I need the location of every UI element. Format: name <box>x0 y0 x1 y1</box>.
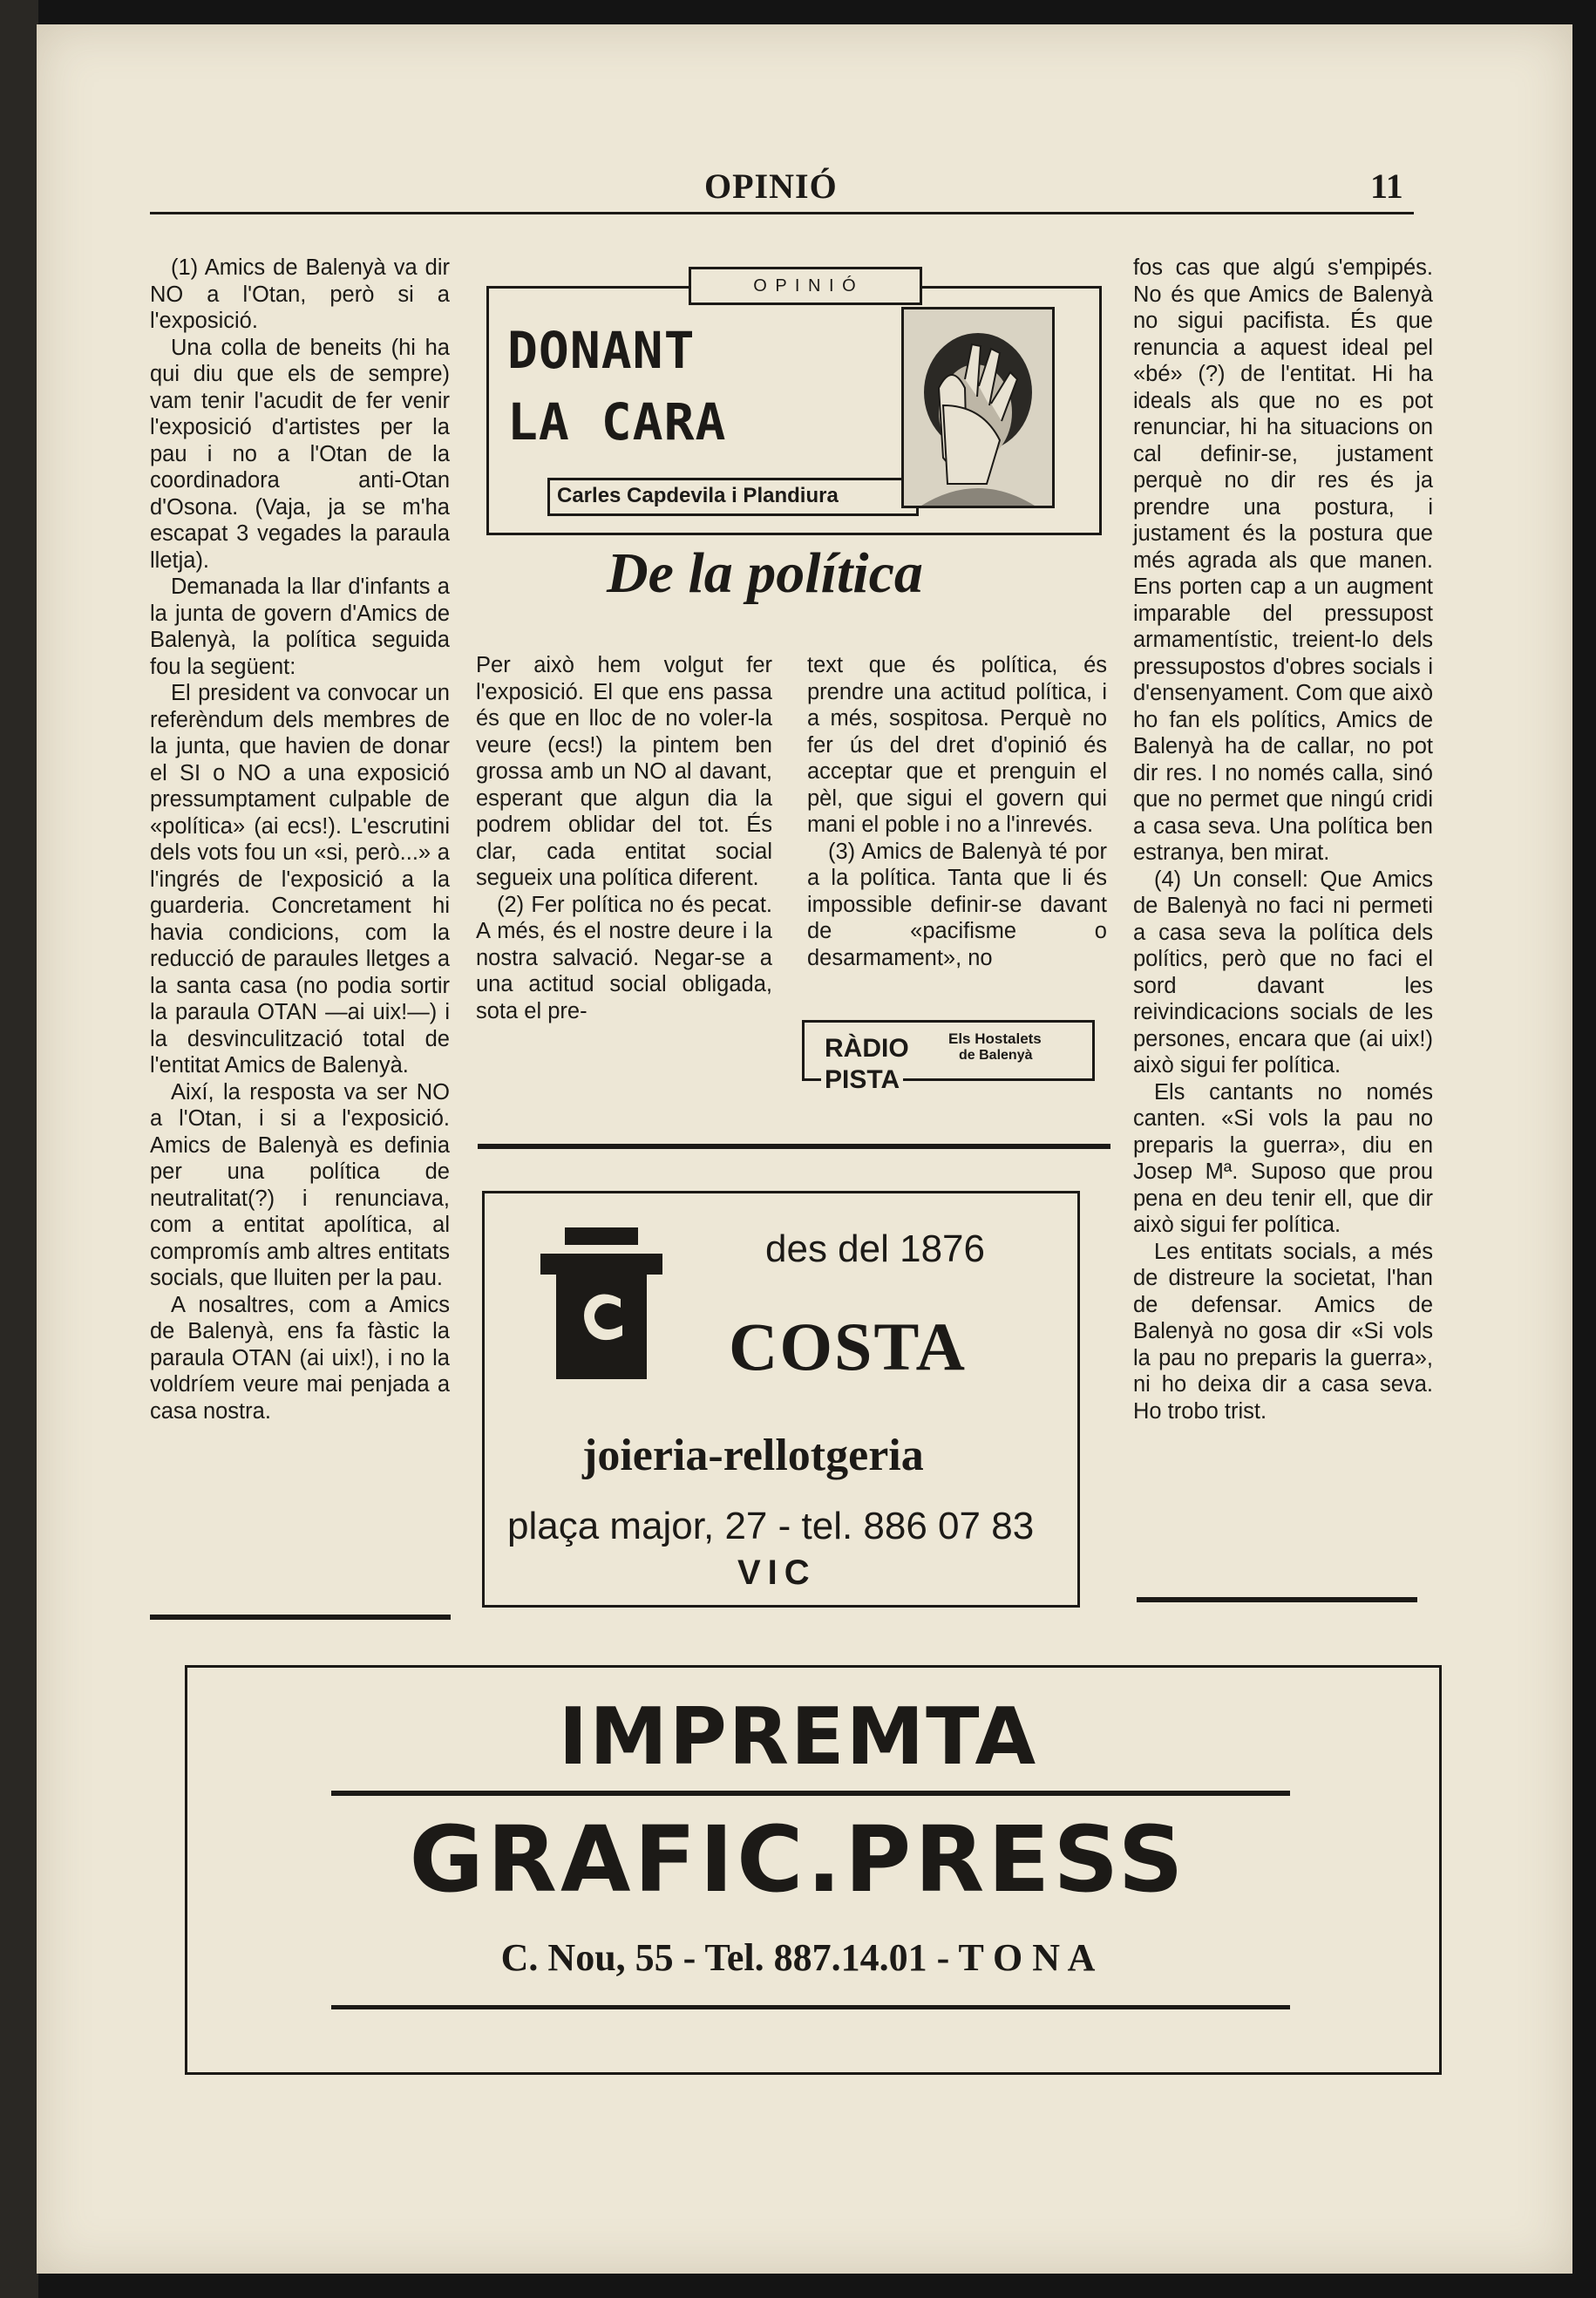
column-3 <box>807 652 1107 971</box>
author-bar <box>547 478 919 516</box>
opinion-label: O P I N I Ó <box>689 267 922 305</box>
costa-address: plaça major, 27 - tel. 886 07 83 <box>507 1505 1035 1547</box>
paragraph: Demanada la llar d'infants a la junta de govern d'Amics de Balenyà, la política seguida fou la següent: <box>150 574 450 679</box>
costa-logo-icon <box>540 1227 662 1384</box>
paragraph: Així, la resposta va ser NO a l'Otan, i si a l'exposició. Amics de Balenyà es definia per una política de neutralitat(?) i renunciava, com a entitat apolítica, al compromís amb altres entitats socials, que lluiten per la pau. <box>150 1079 450 1290</box>
column-4-end-rule <box>1137 1597 1417 1602</box>
press-rule-top <box>331 1791 1290 1796</box>
paragraph: Les entitats socials, a més de distreure la societat, l'han de defensar. Amics de Balenyà no gosa dir «Si vols la pau no preparis la guerra», ni ho deixa dir a casa seva. Ho trobo trist. <box>1133 1239 1433 1424</box>
press-line-2: GRAFIC.PRESS <box>409 1806 1187 1913</box>
radio-pista-ad <box>795 1018 1100 1097</box>
paragraph: El president va convocar un referèndum dels membres de la junta, que havien de donar el SI o NO a una exposició pressumptament culpable de «política» (ai ecs!). L'escrutini dels vots fou un «si, però...» a l'ingrés de l'exposició a la guarderia. Concretament hi havia condicions, com la reducció de paraules lletges a la santa casa (no podia sortir la paraula OTAN —ai uix!—) i la desvinculització total de l'entitat Amics de Balenyà. <box>150 681 450 1078</box>
paragraph: text que és política, és prendre una actitud política, i a més, sospitosa. Perquè no fer ús del dret d'opinió és acceptar que et prenguin el pèl, que sigui el govern qui mani el poble i no a l'inrevés. <box>807 653 1107 837</box>
column-title-line-1: DONANT <box>507 321 696 380</box>
costa-business: joieria-rellotgeria <box>582 1431 924 1480</box>
press-rule-bottom <box>331 2005 1290 2009</box>
paragraph: fos cas que algú s'empipés. No és que Amics de Balenyà no sigui pacifista. És que renuncia a aquest ideal pel «bé» (?) de l'entitat. Hi ha ideals als que no es pot renunciar, hi ha situacions on cal definir-se, justament perquè no dir res és ja prendre una postura, i justament és la postura que més agrada als que manen. Ens porten cap a un augment imparable del pressupost armamentístic, treient-lo dels pressupostos d'obres socials i d'ensenyament. Com que això ho fan els polítics, Amics de Balenyà ha de callar, no pot dir res. I no només calla, sinó que no permet que ningú cridi a casa seva. Una política ben estranya, ben mirat. <box>1133 255 1433 865</box>
paragraph: Els cantants no només canten. «Si vols la pau no preparis la guerra», diu en Josep Mª. Suposo que prou pena en deu tenir ell, que dir això sigui fer política. <box>1133 1079 1433 1237</box>
face-with-hand-icon <box>904 309 1052 506</box>
column-title-line-2: LA CARA <box>507 392 727 452</box>
column-2 <box>476 652 772 1024</box>
costa-city: VIC <box>737 1554 817 1592</box>
article-end-rule <box>478 1144 1110 1149</box>
author-name: Carles Capdevila i Plandiura <box>557 484 839 507</box>
column-1 <box>150 255 450 1424</box>
paragraph: (1) Amics de Balenyà va dir NO a l'Otan, però si a l'exposició. <box>150 255 450 333</box>
column-1-end-rule <box>150 1615 451 1620</box>
paragraph: A nosaltres, com a Amics de Balenyà, ens fa fàstic la paraula OTAN (ai uix!), i no la voldríem veure mai penjada a casa nostra. <box>150 1292 450 1424</box>
author-photo <box>901 307 1055 508</box>
costa-logo <box>540 1227 662 1384</box>
paragraph: (2) Fer política no és pecat. A més, és el nostre deure i la nostra salvació. Negar-se a una actitud social obligada, sota el pre- <box>476 892 772 1023</box>
column-4 <box>1133 255 1433 1424</box>
radio-sponsor-line-1: Els Hostalets <box>948 1030 1042 1047</box>
paragraph: (4) Un consell: Que Amics de Balenyà no faci ni permeti a casa seva la política dels polítics, però que no faci el sord davant les reivindicacions socials de les persones, encara que (ai uix!) això sigui fer política. <box>1133 867 1433 1078</box>
costa-brand: COSTA <box>729 1309 967 1384</box>
press-line-1: IMPREMTA <box>558 1691 1038 1783</box>
article-title: De la política <box>607 541 923 605</box>
pista-label: PISTA <box>821 1065 903 1095</box>
section-header: OPINIÓ <box>704 167 838 206</box>
header-rule <box>150 212 1414 214</box>
radio-label: RÀDIO <box>821 1034 913 1064</box>
paragraph: Una colla de beneits (hi ha qui diu que els de sempre) vam tenir l'acudit de fer venir l'exposició d'artistes per la pau i no a l'Otan de la coordinadora anti-Otan d'Osona. (Vaja, ja se m'ha escapat 3 vegades la paraula lletja). <box>150 335 450 573</box>
costa-since: des del 1876 <box>765 1227 985 1270</box>
paragraph: (3) Amics de Balenyà té por a la política. Tanta que li és impossible definir-se davant de «pacifisme o desarmament», no <box>807 839 1107 970</box>
radio-sponsor-line-2: de Balenyà <box>959 1048 1033 1063</box>
paragraph: Per això hem volgut fer l'exposició. El que ens passa és que en lloc de no voler-la veure (ecs!) la pintem ben grossa amb un NO al davant, esperant que algun dia la podrem oblidar del tot. És clar, cada entitat social segueix una política diferent. <box>476 653 772 890</box>
page-number: 11 <box>1370 167 1403 206</box>
press-address: C. Nou, 55 - Tel. 887.14.01 - T O N A <box>500 1936 1096 1979</box>
